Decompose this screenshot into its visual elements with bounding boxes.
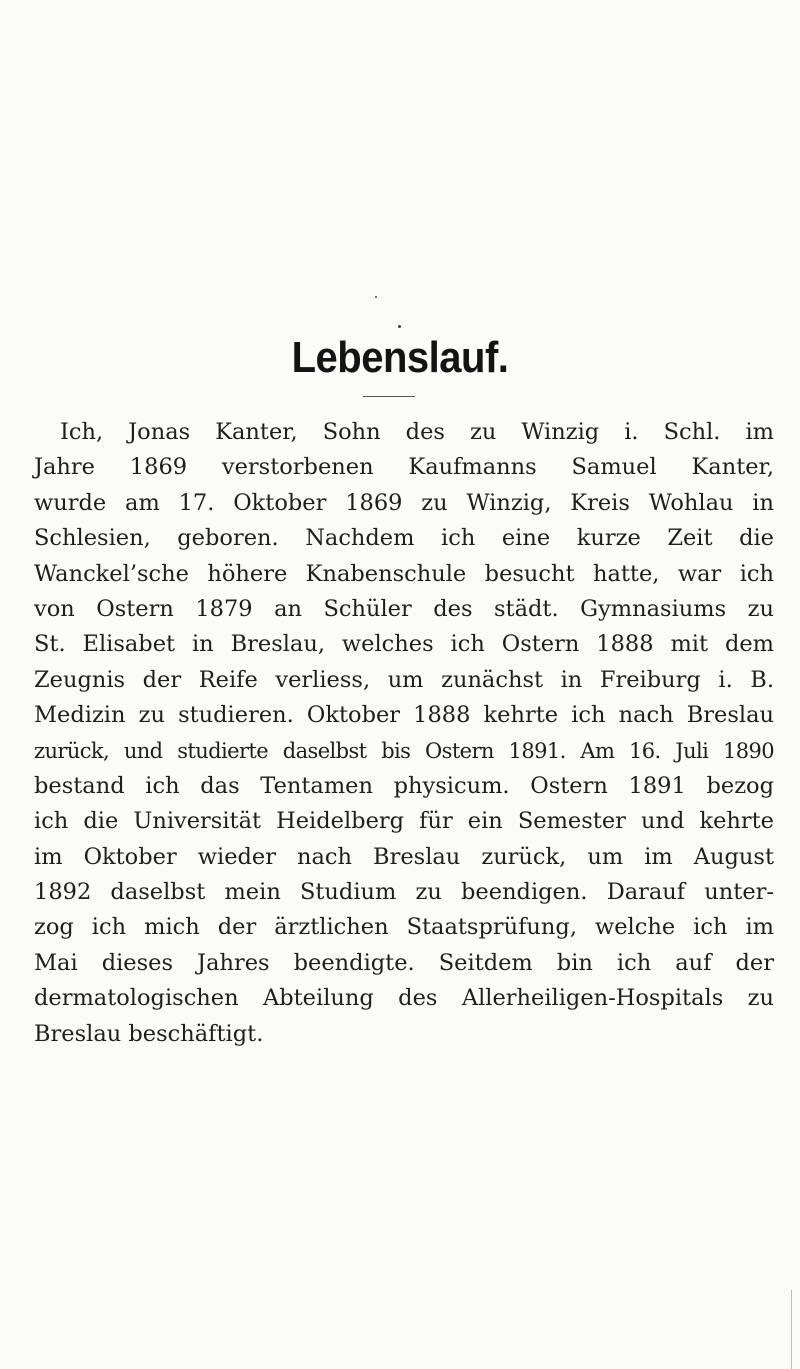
body-paragraph (34, 415, 774, 1052)
print-speck (375, 296, 377, 298)
text-line: Breslau beschäftigt. (34, 1020, 264, 1047)
text-line: wurde am 17. Oktober 1869 zu Winzig, Kreis Wohlau in (34, 489, 774, 516)
text-line: Schlesien, geboren. Nachdem ich eine kurze Zeit die (34, 525, 774, 552)
title-rule (363, 396, 415, 397)
text-line: zurück, und studierte daselbst bis Ostern 1891. Am 16. Juli 1890 (34, 738, 774, 763)
page-edge-mark (791, 1290, 792, 1369)
text-line: Wanckel’sche höhere Knabenschule besucht hatte, war ich (34, 560, 774, 587)
text-line: bestand ich das Tentamen physicum. Ostern 1891 bezog (34, 772, 774, 799)
print-speck (398, 325, 401, 328)
text-line: 1892 daselbst mein Studium zu beendigen. Darauf unter- (34, 879, 774, 906)
document-title: Lebenslauf. (291, 334, 509, 382)
text-line: im Oktober wieder nach Breslau zurück, um im August (34, 843, 774, 870)
text-line: Jahre 1869 verstorbenen Kaufmanns Samuel Kanter, (34, 454, 774, 481)
text-line: Ich, Jonas Kanter, Sohn des zu Winzig i. Schl. im (60, 419, 774, 445)
text-line: St. Elisabet in Breslau, welches ich Ostern 1888 mit dem (34, 631, 774, 658)
text-line: Mai dieses Jahres beendigte. Seitdem bin ich auf der (34, 949, 774, 976)
text-line: Medizin zu studieren. Oktober 1888 kehrte ich nach Breslau (34, 702, 774, 729)
text-line: von Ostern 1879 an Schüler des städt. Gymnasiums zu (34, 595, 774, 622)
text-line: ich die Universität Heidelberg für ein Semester und kehrte (34, 808, 774, 835)
text-line: Zeugnis der Reife verliess, um zunächst in Freiburg i. B. (34, 666, 774, 693)
text-line: zog ich mich der ärztlichen Staatsprüfung, welche ich im (34, 914, 774, 941)
text-line: dermatologischen Abteilung des Allerheiligen-Hospitals zu (34, 985, 774, 1012)
